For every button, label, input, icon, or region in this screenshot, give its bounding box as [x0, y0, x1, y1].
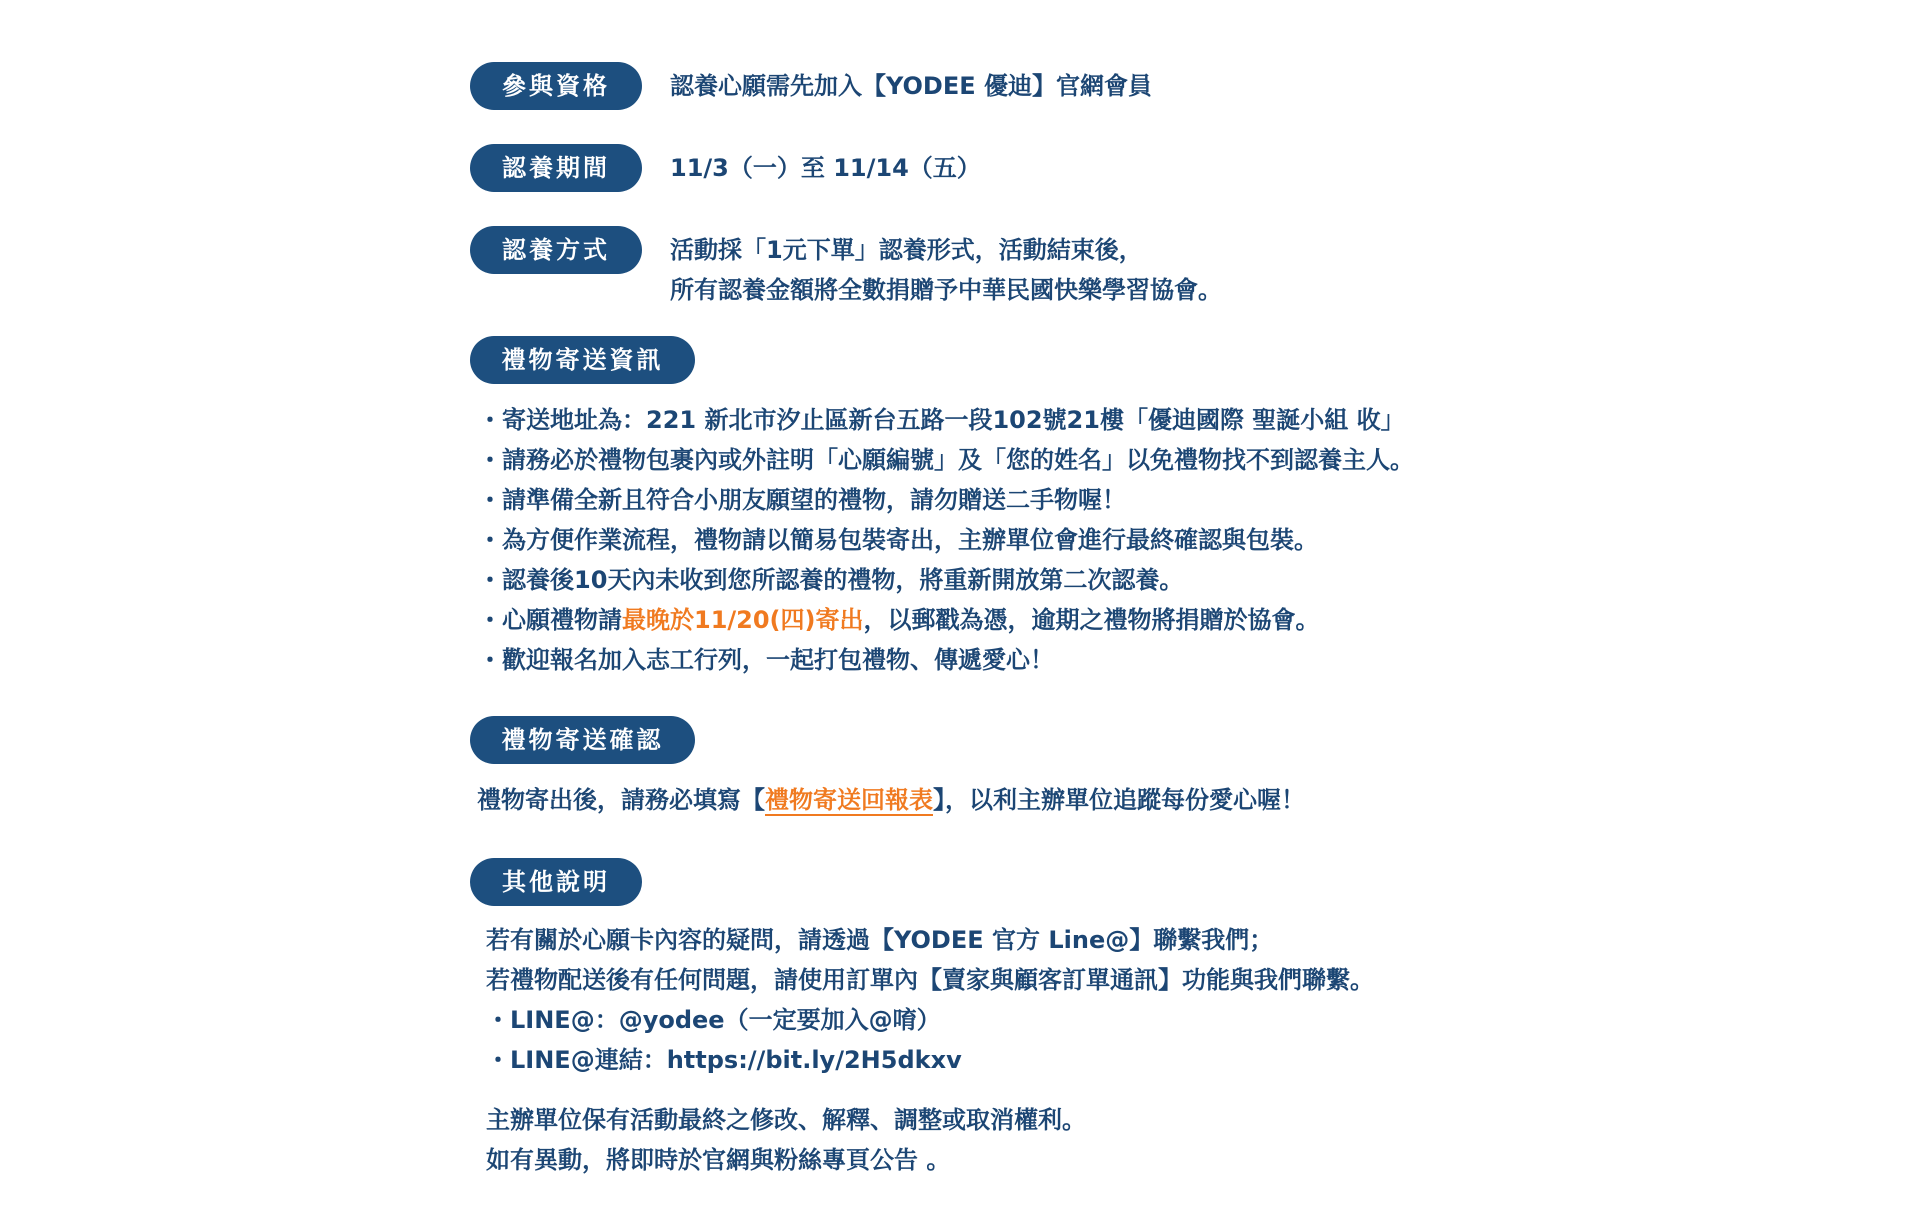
gift-info-list [478, 400, 1414, 680]
gift-report-form-link[interactable]: 禮物寄送回報表 [765, 786, 933, 814]
list-item [478, 560, 1414, 600]
deadline-highlight: 最晚於11/20(四)寄出 [622, 606, 864, 634]
line-link-text[interactable]: ・LINE@連結：https://bit.ly/2H5dkxv [486, 1046, 962, 1074]
gift-confirm-text [477, 780, 1305, 820]
bullet-dot: ・ [478, 526, 502, 554]
bullet-dot: ・ [478, 606, 502, 634]
bullet-dot: ・ [478, 486, 502, 514]
list-item [478, 440, 1414, 480]
eligibility-label: 參與資格 [470, 62, 642, 110]
line-id-text: ・LINE@：@yodee（一定要加入@唷） [486, 1006, 941, 1034]
gift-info-label: 禮物寄送資訊 [470, 336, 695, 384]
deadline-after: ，以郵戳為憑，逾期之禮物將捐贈於協會。 [863, 606, 1320, 634]
method-text-line1: 活動採「1元下單」認養形式，活動結束後， [670, 236, 1143, 264]
list-item [478, 400, 1414, 440]
method-label: 認養方式 [470, 226, 642, 274]
gift-confirm-after: 】，以利主辦單位追蹤每份愛心喔！ [933, 786, 1305, 814]
list-item-text: 歡迎報名加入志工行列，一起打包禮物、傳遞愛心！ [502, 646, 1054, 674]
deadline-before: 心願禮物請 [502, 606, 622, 634]
list-item-text: 為方便作業流程，禮物請以簡易包裝寄出，主辦單位會進行最終確認與包裝。 [502, 526, 1318, 554]
disclaimer-line1: 主辦單位保有活動最終之修改、解釋、調整或取消權利。 [486, 1106, 1086, 1134]
list-item-text: 請準備全新且符合小朋友願望的禮物，請勿贈送二手物喔！ [502, 486, 1126, 514]
list-item-deadline [478, 600, 1414, 640]
bullet-dot: ・ [478, 566, 502, 594]
list-item-text: 認養後10天內未收到您所認養的禮物，將重新開放第二次認養。 [502, 566, 1184, 594]
gift-confirm-before: 禮物寄出後，請務必填寫【 [477, 786, 765, 814]
list-item [478, 480, 1414, 520]
bullet-dot: ・ [478, 446, 502, 474]
gift-confirm-label: 禮物寄送確認 [470, 716, 695, 764]
bullet-dot: ・ [478, 646, 502, 674]
eligibility-text: 認養心願需先加入【YODEE 優迪】官網會員 [670, 72, 1152, 100]
other-text-line2: 若禮物配送後有任何問題，請使用訂單內【賣家與顧客訂單通訊】功能與我們聯繫。 [486, 966, 1374, 994]
list-item-text: 請務必於禮物包裹內或外註明「心願編號」及「您的姓名」以免禮物找不到認養主人。 [502, 446, 1414, 474]
bullet-dot: ・ [478, 406, 502, 434]
list-item [478, 520, 1414, 560]
other-text-line1: 若有關於心願卡內容的疑問，請透過【YODEE 官方 Line@】聯繫我們； [486, 926, 1274, 954]
disclaimer-line2: 如有異動，將即時於官網與粉絲專頁公告 。 [486, 1146, 951, 1174]
period-label: 認養期間 [470, 144, 642, 192]
period-text: 11/3（一）至 11/14（五） [670, 154, 981, 182]
list-item-text: 寄送地址為：221 新北市汐止區新台五路一段102號21樓「優迪國際 聖誕小組 收」 [502, 406, 1405, 434]
other-label: 其他說明 [470, 858, 642, 906]
method-text-line2: 所有認養金額將全數捐贈予中華民國快樂學習協會。 [670, 276, 1222, 304]
list-item [478, 640, 1414, 680]
